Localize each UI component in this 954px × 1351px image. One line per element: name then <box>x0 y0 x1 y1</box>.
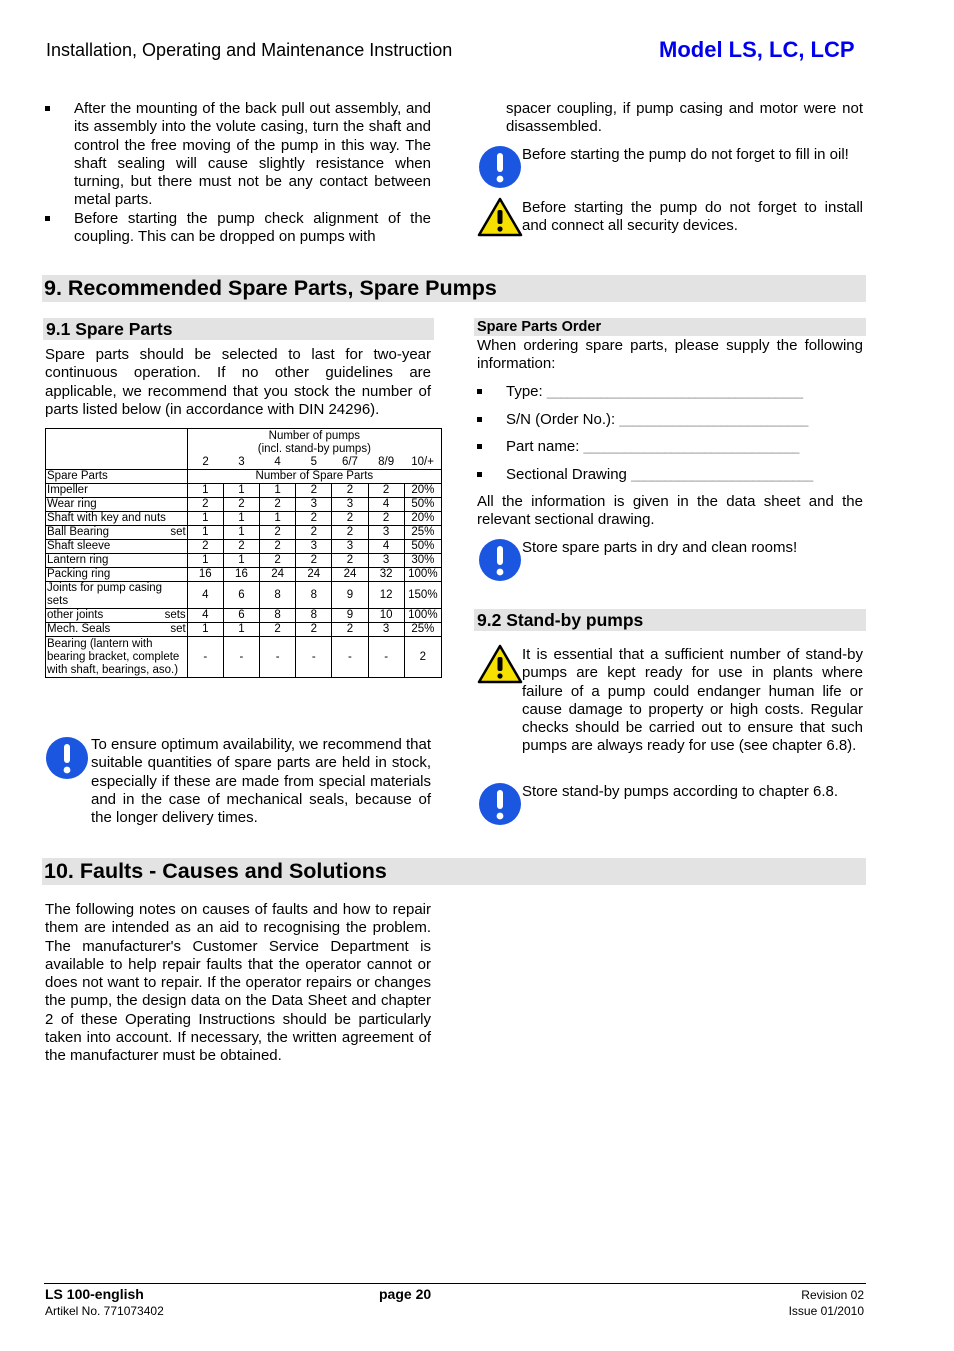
spare-part-name: Joints for pump casing sets <box>46 582 188 609</box>
spare-count-cell: 1 <box>223 554 259 568</box>
spare-count-cell: 2 <box>260 623 296 637</box>
order-item-type <box>477 383 863 411</box>
spare-count-cell: 4 <box>187 609 223 623</box>
spare-count-cell: 2 <box>332 484 368 498</box>
spare-part-name <box>46 609 188 623</box>
spare-count-cell: 6 <box>223 609 259 623</box>
spare-part-name: Impeller <box>46 484 188 498</box>
spare-parts-intro: Spare parts should be selected to last for two-year continuous operation. If no other guidelines are applicable, we recommend that you stock the number of parts listed below (in accordance with DIN 24296). <box>45 346 431 418</box>
table-row <box>46 526 442 540</box>
spare-count-cell: 16 <box>187 568 223 582</box>
spare-count-cell: 20% <box>404 484 441 498</box>
spare-count-cell: 2 <box>368 512 404 526</box>
spare-count-cell: 2 <box>296 526 332 540</box>
footer-document-id: LS 100-english <box>45 1286 144 1302</box>
table-row <box>46 582 442 609</box>
order-item-label: S/N (Order No.): <box>506 410 620 428</box>
spare-count-cell: 6 <box>223 582 259 609</box>
table-row <box>46 637 442 678</box>
order-item-fill: ______________________________________ <box>546 384 803 399</box>
info-exclamation-icon <box>478 782 522 826</box>
spare-parts-label: Spare Parts <box>46 470 188 484</box>
spare-count-cell: 24 <box>332 568 368 582</box>
spare-count-cell: 3 <box>296 498 332 512</box>
spare-count-cell: - <box>187 637 223 678</box>
spare-count-cell: 2 <box>296 512 332 526</box>
order-item-part-name <box>477 438 863 466</box>
spare-part-label: other joints <box>47 609 104 621</box>
spare-count-cell: 8 <box>260 609 296 623</box>
info-exclamation-icon <box>478 538 522 582</box>
order-item-fill: ________________________________ <box>583 439 799 454</box>
spare-count-cell: 2 <box>223 540 259 554</box>
info-exclamation-icon <box>45 736 89 780</box>
standby-warning: It is essential that a sufficient number of stand-by pumps are kept ready for use in plants where failure of a pump could endanger human life or cause damage to property or high costs. Regular checks should be carried out to ensure that such pumps are always ready for use (see chapter 6.8). <box>522 646 863 755</box>
order-item-label: Part name: <box>506 438 584 455</box>
spare-count-cell: 4 <box>187 582 223 609</box>
table-row <box>46 540 442 554</box>
spare-part-name <box>46 623 188 637</box>
pump-count-cell: 4 <box>274 456 281 468</box>
spare-part-name: Shaft with key and nuts <box>46 512 188 526</box>
spare-count-cell: 8 <box>296 609 332 623</box>
spare-part-name: Lantern ring <box>46 554 188 568</box>
spare-count-cell: 16 <box>223 568 259 582</box>
intro-bullet-2: Before starting the pump check alignment of the coupling. This can be dropped on pumps with <box>45 210 431 247</box>
spare-count-cell: 2 <box>260 498 296 512</box>
spare-parts-table <box>45 428 442 678</box>
standby-store-note: Store stand-by pumps according to chapter 6.8. <box>522 783 839 800</box>
spare-count-cell: - <box>260 637 296 678</box>
spare-count-cell: 4 <box>368 540 404 554</box>
spare-count-cell: 150% <box>404 582 441 609</box>
spare-count-cell: 30% <box>404 554 441 568</box>
spare-count-cell: 1 <box>223 484 259 498</box>
spare-count-cell: 1 <box>187 512 223 526</box>
pump-count-cell: 8/9 <box>378 456 395 468</box>
footer-article-number: Artikel No. 771073402 <box>45 1304 164 1318</box>
table-row <box>46 554 442 568</box>
order-intro: When ordering spare parts, please supply the following information: <box>477 337 863 373</box>
spare-count-cell: - <box>223 637 259 678</box>
footer-issue: Issue 01/2010 <box>788 1304 864 1318</box>
spare-count-cell: 2 <box>187 498 223 512</box>
spare-part-name: Shaft sleeve <box>46 540 188 554</box>
pumps-header-line1: Number of pumps <box>268 430 361 442</box>
document-title: Installation, Operating and Maintenance Instruction <box>46 40 453 60</box>
table-row <box>46 498 442 512</box>
spare-count-cell: 2 <box>223 498 259 512</box>
intro-continued-text: spacer coupling, if pump casing and motor were not disassembled. <box>506 100 863 136</box>
spare-count-cell: 50% <box>404 540 441 554</box>
order-item-drawing <box>477 466 863 494</box>
order-info-list <box>477 383 863 493</box>
spare-count-cell: 100% <box>404 568 441 582</box>
table-row <box>46 609 442 623</box>
pumps-header-line2: (incl. stand-by pumps) <box>257 443 371 455</box>
spare-count-cell: 1 <box>187 526 223 540</box>
spare-count-cell: 1 <box>223 623 259 637</box>
table-header-row <box>46 429 442 457</box>
spare-count-cell: 25% <box>404 526 441 540</box>
spare-part-name <box>46 526 188 540</box>
spare-count-cell: 3 <box>368 623 404 637</box>
spare-part-unit: sets <box>164 609 186 621</box>
spare-count-cell: 2 <box>260 540 296 554</box>
spare-label-row <box>46 470 442 484</box>
section-9-2-heading: 9.2 Stand-by pumps <box>474 609 866 631</box>
spare-count-cell: 2 <box>260 526 296 540</box>
pump-count-cell: 3 <box>238 456 245 468</box>
pump-count-cell: 6/7 <box>341 456 358 468</box>
footer-revision: Revision 02 <box>801 1288 864 1302</box>
pumps-header <box>187 429 441 457</box>
spare-count-cell: 9 <box>332 582 368 609</box>
security-warning: Before starting the pump do not forget to install and connect all security devices. <box>522 199 863 235</box>
spare-count-cell: 1 <box>223 526 259 540</box>
table-row <box>46 623 442 637</box>
spare-count-cell: 2 <box>332 526 368 540</box>
spare-count-cell: 20% <box>404 512 441 526</box>
intro-bullet-1: After the mounting of the back pull out assembly, and its assembly into the volute casing, turn the shaft and control the free moving of the pump in this way. The shaft sealing will cause slightly resistance when turning, but there must not be any contact between metal parts. <box>45 100 431 210</box>
section-10-heading: 10. Faults - Causes and Solutions <box>42 858 866 885</box>
order-item-label: Sectional Drawing <box>506 465 632 483</box>
order-item-label: Type: <box>506 383 547 400</box>
spare-parts-rows <box>46 484 442 678</box>
spare-count-cell: 3 <box>368 526 404 540</box>
spare-count-cell: 2 <box>332 512 368 526</box>
model-title: Model LS, LC, LCP <box>659 37 855 62</box>
spare-count-cell: 24 <box>260 568 296 582</box>
spare-count-cell: 32 <box>368 568 404 582</box>
spare-count-label: Number of Spare Parts <box>187 470 441 484</box>
spare-count-cell: 2 <box>332 554 368 568</box>
spare-count-cell: 2 <box>368 484 404 498</box>
spare-count-cell: 2 <box>296 554 332 568</box>
spare-count-cell: 1 <box>187 623 223 637</box>
spare-count-cell: 3 <box>368 554 404 568</box>
order-item-fill: ____________________________ <box>619 411 808 427</box>
spare-count-cell: 1 <box>260 484 296 498</box>
spare-part-unit: set <box>170 526 186 538</box>
table-row <box>46 568 442 582</box>
order-item-fill: ___________________________ <box>631 466 813 482</box>
spare-part-unit: set <box>170 623 186 635</box>
spare-parts-order-heading: Spare Parts Order <box>474 318 866 336</box>
spare-count-cell: 4 <box>368 498 404 512</box>
availability-note: To ensure optimum availability, we recommend that suitable quantities of spare parts are held in stock, especially if these are made from special materials and in the case of mechanical seals, because of the longer delivery times. <box>91 736 431 827</box>
oil-note: Before starting the pump do not forget to fill in oil! <box>522 146 849 163</box>
spare-count-cell: 8 <box>260 582 296 609</box>
pump-count-cell: 10/+ <box>404 456 441 470</box>
warning-triangle-icon <box>477 197 523 237</box>
spare-count-cell: 9 <box>332 609 368 623</box>
spare-count-cell: - <box>332 637 368 678</box>
warning-triangle-icon <box>477 644 523 684</box>
spare-count-cell: 3 <box>332 540 368 554</box>
spare-count-cell: 2 <box>332 623 368 637</box>
spare-count-cell: 50% <box>404 498 441 512</box>
intro-bullet-list <box>45 100 431 246</box>
spare-count-cell: 2 <box>187 540 223 554</box>
footer-page-number: page 20 <box>379 1286 432 1302</box>
spare-count-cell: - <box>368 637 404 678</box>
section-9-heading: 9. Recommended Spare Parts, Spare Pumps <box>42 275 866 302</box>
spare-count-cell: 25% <box>404 623 441 637</box>
section-9-1-heading: 9.1 Spare Parts <box>43 318 434 340</box>
spare-part-name: Packing ring <box>46 568 188 582</box>
spare-count-cell: 2 <box>296 623 332 637</box>
spare-count-cell: 10 <box>368 609 404 623</box>
footer-divider <box>44 1283 866 1284</box>
table-row <box>46 512 442 526</box>
spare-count-cell: 8 <box>296 582 332 609</box>
pump-count-cell: 5 <box>310 456 317 468</box>
spare-count-cell: 1 <box>187 484 223 498</box>
pump-count-cell: 2 <box>187 456 223 470</box>
spare-count-cell: 2 <box>260 554 296 568</box>
table-corner-cell <box>46 429 188 470</box>
spare-count-cell: - <box>296 637 332 678</box>
spare-count-cell: 100% <box>404 609 441 623</box>
spare-count-cell: 24 <box>296 568 332 582</box>
spare-part-name: Wear ring <box>46 498 188 512</box>
faults-intro-text: The following notes on causes of faults and how to repair them are intended as an aid to recognising the problem. The manufacturer's Customer Service Department is available to help repair faults that the operator cannot or does not want to repair. If the operator repairs or changes the pump, the design data on the Data Sheet and chapter 2 of these Operating Instructions should be particularly taken into account. If necessary, the written agreement of the manufacturer must be obtained. <box>45 901 431 1065</box>
spare-count-cell: 3 <box>296 540 332 554</box>
order-info-text: All the information is given in the data sheet and the relevant sectional drawing. <box>477 493 863 529</box>
spare-count-cell: 1 <box>223 512 259 526</box>
spare-count-cell: 12 <box>368 582 404 609</box>
spare-count-cell: 2 <box>296 484 332 498</box>
order-item-serial <box>477 411 863 439</box>
spare-count-cell: 1 <box>187 554 223 568</box>
store-spare-parts-note: Store spare parts in dry and clean rooms! <box>522 539 798 556</box>
spare-part-label: Ball Bearing <box>47 526 110 538</box>
spare-part-name: Bearing (lantern with bearing bracket, complete with shaft, bearings, aso.) <box>46 637 188 678</box>
info-exclamation-icon <box>478 145 522 189</box>
spare-count-cell: 3 <box>332 498 368 512</box>
spare-part-label: Mech. Seals <box>47 623 111 635</box>
spare-count-cell: 2 <box>404 637 441 678</box>
table-row <box>46 484 442 498</box>
spare-count-cell: 1 <box>260 512 296 526</box>
